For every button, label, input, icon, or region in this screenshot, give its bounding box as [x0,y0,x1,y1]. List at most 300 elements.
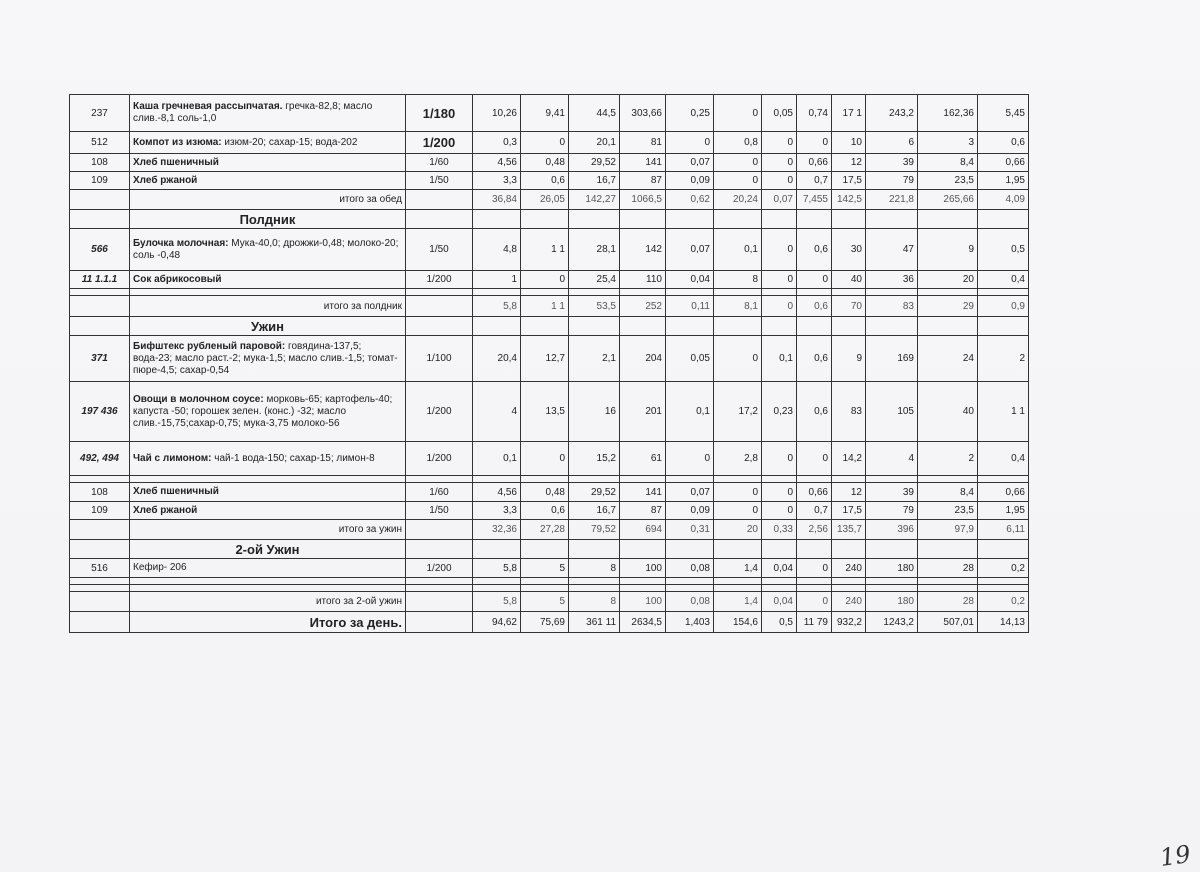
nutrient-value: 303,66 [620,95,666,132]
empty-cell [797,578,832,585]
total-value: 83 [866,296,918,317]
nutrient-value: 47 [866,229,918,271]
nutrient-value: 0,3 [473,132,521,154]
nutrient-value: 79 [866,502,918,520]
empty-cell [762,317,797,336]
nutrient-value: 15,2 [569,442,620,476]
empty-cell [406,210,473,229]
nutrient-value: 0 [797,271,832,289]
empty-cell [406,585,473,592]
empty-cell [521,578,569,585]
empty-cell [714,476,762,483]
nutrient-value: 0,08 [666,559,714,578]
nutrient-value: 0 [762,502,797,520]
portion: 1/200 [406,132,473,154]
empty-cell [620,476,666,483]
empty-cell [620,585,666,592]
nutrient-value: 23,5 [918,172,978,190]
nutrient-value: 17 1 [832,95,866,132]
empty-cell [70,592,130,612]
recipe-code: 371 [70,336,130,382]
nutrient-value: 3 [918,132,978,154]
dish-name [130,502,406,520]
nutrient-value: 0 [797,132,832,154]
empty-cell [762,476,797,483]
total-value: 32,36 [473,520,521,540]
empty-cell [832,585,866,592]
empty-cell [473,210,521,229]
empty-cell [832,317,866,336]
nutrient-value: 0,7 [797,172,832,190]
total-value: 1243,2 [866,612,918,633]
total-value: 252 [620,296,666,317]
total-value: 36,84 [473,190,521,210]
total-value: 0,07 [762,190,797,210]
portion: 1/200 [406,559,473,578]
table-row [70,476,1029,483]
empty-cell [406,476,473,483]
empty-cell [762,578,797,585]
nutrient-value: 142 [620,229,666,271]
empty-cell [666,540,714,559]
total-value: 20 [714,520,762,540]
empty-cell [832,540,866,559]
nutrient-value: 28,1 [569,229,620,271]
table-row [70,172,1029,190]
nutrient-value: 0 [714,483,762,502]
empty-cell [866,476,918,483]
nutrient-value: 240 [832,559,866,578]
nutrient-value: 0,4 [978,442,1029,476]
nutrient-value: 0,07 [666,483,714,502]
dish-title: Каша гречневая рассыпчатая. [133,101,283,112]
portion: 1/60 [406,483,473,502]
nutrient-value: 2,8 [714,442,762,476]
nutrient-value: 2,1 [569,336,620,382]
table-row [70,95,1029,132]
table-row [70,540,1029,559]
table-row [70,382,1029,442]
dish-title: Компот из изюма: [133,136,222,148]
empty-cell [130,578,406,585]
empty-cell [714,289,762,296]
empty-cell [569,585,620,592]
nutrient-value: 0,25 [666,95,714,132]
total-value: 180 [866,592,918,612]
nutrient-value: 0,66 [797,154,832,172]
nutrient-value: 0 [714,336,762,382]
portion: 1/50 [406,172,473,190]
portion: 1/100 [406,336,473,382]
empty-cell [569,317,620,336]
table-row [70,154,1029,172]
empty-cell [130,585,406,592]
recipe-code: 237 [70,95,130,132]
nutrient-value: 0 [521,271,569,289]
nutrient-value: 2 [978,336,1029,382]
nutrient-value: 8,4 [918,483,978,502]
nutrient-value: 4,56 [473,154,521,172]
total-value: 0,2 [978,592,1029,612]
dish-title: Овощи в молочном соусе: [133,393,264,405]
empty-cell [70,190,130,210]
total-value: 396 [866,520,918,540]
nutrient-value: 5,45 [978,95,1029,132]
nutrient-value: 0,4 [978,271,1029,289]
empty-cell [978,289,1029,296]
total-value: 265,66 [918,190,978,210]
total-value: 8,1 [714,296,762,317]
total-value: 0,9 [978,296,1029,317]
empty-cell [521,210,569,229]
portion: 1/200 [406,271,473,289]
portion: 1/60 [406,154,473,172]
nutrient-value: 9,41 [521,95,569,132]
nutrient-value: 29,52 [569,483,620,502]
empty-cell [70,210,130,229]
total-value: 1 1 [521,296,569,317]
empty-cell [70,520,130,540]
nutrient-value: 0 [797,559,832,578]
nutrient-value: 0,6 [797,336,832,382]
empty-cell [978,585,1029,592]
nutrient-value: 39 [866,154,918,172]
nutrient-value: 141 [620,483,666,502]
total-value: 2,56 [797,520,832,540]
empty-cell [666,210,714,229]
section-title: Ужин [130,317,406,336]
nutrient-value: 0,8 [714,132,762,154]
table-row [70,483,1029,502]
nutrient-value: 0 [762,154,797,172]
empty-cell [130,476,406,483]
total-value: 1066,5 [620,190,666,210]
empty-cell [866,540,918,559]
empty-cell [714,578,762,585]
empty-cell [406,540,473,559]
total-value: 26,05 [521,190,569,210]
nutrient-value: 16 [569,382,620,442]
nutrient-value: 30 [832,229,866,271]
total-value: 97,9 [918,520,978,540]
empty-cell [620,540,666,559]
total-value: 142,5 [832,190,866,210]
empty-cell [978,540,1029,559]
nutrient-value: 0,6 [521,172,569,190]
nutrient-value: 1 1 [521,229,569,271]
empty-cell [918,289,978,296]
recipe-code: 108 [70,154,130,172]
total-value: 2634,5 [620,612,666,633]
nutrient-value: 10,26 [473,95,521,132]
table-row [70,296,1029,317]
nutrient-value: 0,66 [978,483,1029,502]
empty-cell [797,289,832,296]
nutrient-value: 0,6 [797,229,832,271]
nutrient-value: 16,7 [569,172,620,190]
dish-ingredients: изюм-20; сахар-15; вода-202 [224,136,358,148]
nutrient-value: 61 [620,442,666,476]
nutrient-value: 0,09 [666,172,714,190]
total-value: 94,62 [473,612,521,633]
total-value: 694 [620,520,666,540]
nutrient-value: 169 [866,336,918,382]
empty-cell [70,289,130,296]
empty-cell [406,592,473,612]
empty-cell [473,540,521,559]
empty-cell [666,289,714,296]
total-value: 75,69 [521,612,569,633]
empty-cell [521,585,569,592]
total-label: итого за полдник [130,296,406,317]
nutrient-value: 0,5 [978,229,1029,271]
nutrient-value: 0,6 [521,502,569,520]
nutrient-value: 0 [714,95,762,132]
table-row [70,612,1029,633]
total-value: 14,13 [978,612,1029,633]
empty-cell [978,476,1029,483]
empty-cell [406,190,473,210]
empty-cell [832,578,866,585]
nutrient-value: 105 [866,382,918,442]
nutrient-value: 0 [521,442,569,476]
dish-name [130,336,406,382]
table-row [70,442,1029,476]
empty-cell [832,210,866,229]
nutrient-value: 0,66 [978,154,1029,172]
empty-cell [666,585,714,592]
total-value: 1,403 [666,612,714,633]
total-value: 0,31 [666,520,714,540]
dish-title: Хлеб пшеничный [133,486,219,497]
nutrient-value: 1,4 [714,559,762,578]
nutrient-value: 0 [714,172,762,190]
empty-cell [70,612,130,633]
total-value: 29 [918,296,978,317]
nutrient-value: 0,07 [666,229,714,271]
empty-cell [70,578,130,585]
dish-name [130,132,406,154]
nutrient-value: 2 [918,442,978,476]
empty-cell [978,210,1029,229]
total-label: итого за обед [130,190,406,210]
empty-cell [866,317,918,336]
empty-cell [978,317,1029,336]
nutrient-value: 0,05 [666,336,714,382]
table-row [70,132,1029,154]
recipe-code: 197 436 [70,382,130,442]
empty-cell [797,317,832,336]
nutrient-value: 79 [866,172,918,190]
total-value: 361 11 [569,612,620,633]
nutrient-value: 204 [620,336,666,382]
nutrient-value: 12 [832,154,866,172]
nutrient-value: 24 [918,336,978,382]
nutrient-value: 0 [762,483,797,502]
nutrient-value: 20,4 [473,336,521,382]
nutrient-value: 0 [714,502,762,520]
empty-cell [70,317,130,336]
nutrient-value: 1 1 [978,382,1029,442]
empty-cell [473,476,521,483]
empty-cell [832,476,866,483]
empty-cell [918,476,978,483]
dish-title: Булочка молочная: [133,237,229,249]
total-label: итого за 2-ой ужин [130,592,406,612]
nutrient-value: 8 [569,559,620,578]
empty-cell [406,612,473,633]
empty-cell [666,578,714,585]
portion: 1/180 [406,95,473,132]
total-value: 0 [762,296,797,317]
total-label: итого за ужин [130,520,406,540]
total-value: 11 79 [797,612,832,633]
portion: 1/50 [406,502,473,520]
nutrient-value: 20 [918,271,978,289]
nutrient-value: 141 [620,154,666,172]
empty-cell [666,317,714,336]
nutrient-value: 0 [762,229,797,271]
nutrient-value: 0,1 [473,442,521,476]
nutrient-value: 0,09 [666,502,714,520]
dish-ingredients: Кефир- 206 [133,562,187,573]
table-row [70,190,1029,210]
nutrition-table [69,94,1029,633]
nutrient-value: 0 [762,172,797,190]
nutrient-value: 201 [620,382,666,442]
total-value: 100 [620,592,666,612]
empty-cell [406,578,473,585]
empty-cell [406,296,473,317]
nutrient-value: 36 [866,271,918,289]
nutrient-value: 3,3 [473,502,521,520]
empty-cell [797,540,832,559]
total-value: 5,8 [473,592,521,612]
nutrient-value: 0,2 [978,559,1029,578]
nutrient-value: 10 [832,132,866,154]
nutrient-value: 4 [866,442,918,476]
nutrient-value: 0 [762,442,797,476]
empty-cell [569,540,620,559]
total-value: 27,28 [521,520,569,540]
empty-cell [406,317,473,336]
empty-cell [130,289,406,296]
nutrient-value: 20,1 [569,132,620,154]
total-value: 932,2 [832,612,866,633]
empty-cell [473,317,521,336]
dish-title: Чай с лимоном: [133,452,212,464]
total-value: 0,6 [797,296,832,317]
empty-cell [473,289,521,296]
dish-title: Бифштекс рубленый паровой: [133,340,286,352]
nutrient-value: 0,1 [666,382,714,442]
total-value: 79,52 [569,520,620,540]
nutrient-value: 16,7 [569,502,620,520]
nutrient-value: 0 [762,132,797,154]
nutrient-value: 5,8 [473,559,521,578]
recipe-code: 109 [70,502,130,520]
total-value: 240 [832,592,866,612]
table-row [70,210,1029,229]
nutrient-value: 0 [762,271,797,289]
dish-name [130,95,406,132]
nutrient-value: 0,74 [797,95,832,132]
nutrient-value: 4 [473,382,521,442]
total-label: Итого за день. [130,612,406,633]
total-value: 154,6 [714,612,762,633]
empty-cell [70,585,130,592]
dish-name [130,442,406,476]
nutrient-value: 83 [832,382,866,442]
nutrient-value: 0 [714,154,762,172]
total-value: 0,08 [666,592,714,612]
table-row [70,229,1029,271]
dish-title: Сок абрикосовый [133,273,222,285]
empty-cell [762,289,797,296]
total-value: 142,27 [569,190,620,210]
total-value: 53,5 [569,296,620,317]
total-value: 70 [832,296,866,317]
total-value: 1,4 [714,592,762,612]
nutrient-value: 4,56 [473,483,521,502]
empty-cell [620,578,666,585]
nutrient-value: 87 [620,172,666,190]
total-value: 6,11 [978,520,1029,540]
nutrient-value: 40 [832,271,866,289]
nutrient-value: 0,48 [521,483,569,502]
total-value: 0,04 [762,592,797,612]
nutrient-value: 8 [714,271,762,289]
section-title: Полдник [130,210,406,229]
dish-ingredients: гречка-82,8; масло слив.-8,1 соль-1,0 [133,101,373,124]
total-value: 7,455 [797,190,832,210]
empty-cell [620,317,666,336]
empty-cell [521,289,569,296]
recipe-code: 516 [70,559,130,578]
nutrient-value: 0,07 [666,154,714,172]
nutrient-value: 0,1 [762,336,797,382]
total-value: 5,8 [473,296,521,317]
table-row [70,502,1029,520]
empty-cell [569,210,620,229]
portion: 1/50 [406,229,473,271]
nutrient-value: 9 [832,336,866,382]
nutrient-value: 28 [918,559,978,578]
dish-ingredients: морковь-65; картофель-40; капуста -50; горошек зелен. (конс.) -32; масло слив.-15,75;сахар-0,75; мука-3,75 молоко-56 [133,393,393,429]
page-number: 19 [1158,840,1193,872]
nutrient-value: 81 [620,132,666,154]
empty-cell [762,585,797,592]
nutrient-value: 44,5 [569,95,620,132]
empty-cell [866,585,918,592]
nutrient-value: 0,23 [762,382,797,442]
empty-cell [714,540,762,559]
nutrient-value: 5 [521,559,569,578]
empty-cell [666,476,714,483]
nutrient-value: 0,04 [762,559,797,578]
total-value: 507,01 [918,612,978,633]
total-value: 0,5 [762,612,797,633]
recipe-code: 11 1.1.1 [70,271,130,289]
total-value: 8 [569,592,620,612]
empty-cell [797,585,832,592]
nutrient-value: 0 [797,442,832,476]
table-row [70,271,1029,289]
empty-cell [918,578,978,585]
empty-cell [866,210,918,229]
total-value: 5 [521,592,569,612]
nutrient-value: 29,52 [569,154,620,172]
